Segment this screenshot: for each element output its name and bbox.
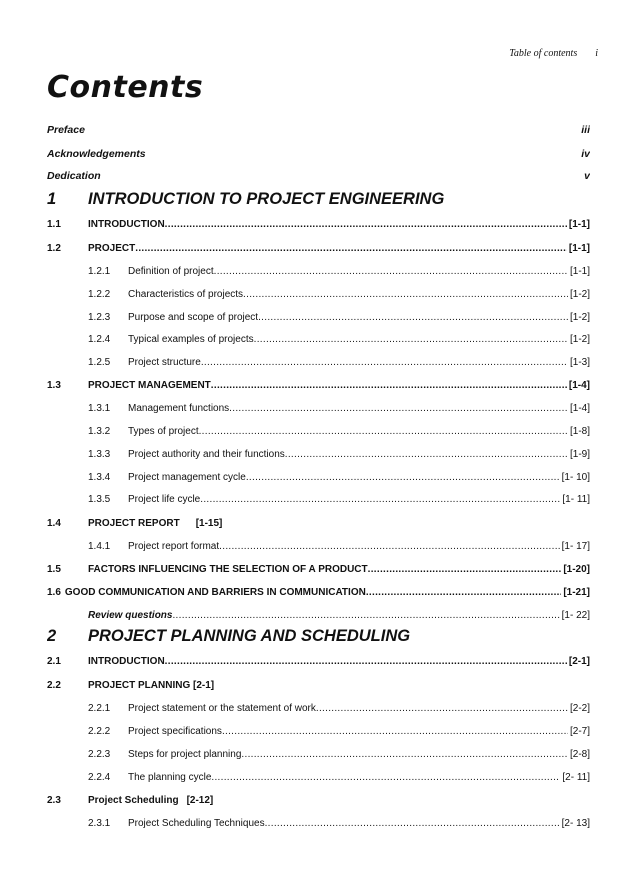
entry-number: 2.1 xyxy=(47,656,61,667)
chapter-number: 2 xyxy=(47,627,57,645)
toc-entry-2-3[interactable] xyxy=(47,795,590,806)
toc-review-questions[interactable] xyxy=(88,610,590,621)
toc-sub-1-3-2[interactable] xyxy=(88,426,590,437)
sub-page: [2- 13] xyxy=(561,818,590,829)
toc-sub-1-2-4[interactable] xyxy=(88,334,590,345)
toc-entry-1-2[interactable] xyxy=(47,243,590,254)
entry-page: [1-1] xyxy=(568,219,590,230)
sub-page: [1-2] xyxy=(569,334,590,345)
toc-front-dedication[interactable] xyxy=(47,170,590,182)
sub-label: Project life cycle xyxy=(128,494,201,505)
sub-number: 2.2.4 xyxy=(88,772,111,783)
sub-number: 2.2.1 xyxy=(88,703,111,714)
entry-page: [1-21] xyxy=(563,587,590,598)
entry-label: PROJECT xyxy=(88,243,136,254)
leader-dots xyxy=(222,726,568,737)
sub-number: 2.2.3 xyxy=(88,749,111,760)
leader-dots xyxy=(172,610,559,621)
sub-page: [2-2] xyxy=(569,703,590,714)
toc-chapter-1[interactable] xyxy=(47,190,590,209)
toc-page: iv xyxy=(581,148,590,160)
toc-sub-1-3-5[interactable] xyxy=(88,494,590,505)
leader-dots xyxy=(201,357,568,368)
sub-label: Project specifications xyxy=(128,726,222,737)
toc-sub-1-4-1[interactable] xyxy=(88,541,590,552)
toc-sub-1-2-1[interactable] xyxy=(88,266,590,277)
sub-number: 1.2.2 xyxy=(88,289,111,300)
toc-page: v xyxy=(584,170,590,182)
leader-dots xyxy=(285,449,568,460)
sub-label: Steps for project planning xyxy=(128,749,242,760)
sub-page: [2-8] xyxy=(569,749,590,760)
entry-number: 1.3 xyxy=(47,380,61,391)
toc-label: Acknowledgements xyxy=(47,148,146,160)
sub-number: 1.3.2 xyxy=(88,426,111,437)
leader-dots xyxy=(200,494,560,505)
sub-page: [1-9] xyxy=(569,449,590,460)
toc-sub-2-2-3[interactable] xyxy=(88,749,590,760)
sub-page: [1-3] xyxy=(569,357,590,368)
toc-sub-1-2-3[interactable] xyxy=(88,312,590,323)
toc-chapter-2[interactable] xyxy=(47,627,590,646)
entry-page: [1-15] xyxy=(195,518,223,529)
entry-label: PROJECT PLANNING [2-1] xyxy=(88,680,215,691)
leader-dots xyxy=(165,656,567,667)
toc-entry-1-3[interactable] xyxy=(47,380,590,391)
sub-number: 1.3.3 xyxy=(88,449,111,460)
sub-label: Purpose and scope of project xyxy=(128,312,259,323)
sub-label: Project structure xyxy=(128,357,201,368)
toc-sub-2-2-4[interactable] xyxy=(88,772,590,783)
leader-dots xyxy=(165,219,567,230)
toc-sub-2-2-1[interactable] xyxy=(88,703,590,714)
sub-number: 1.2.1 xyxy=(88,266,111,277)
chapter-number: 1 xyxy=(47,190,57,208)
leader-dots xyxy=(241,749,568,760)
sub-number: 1.2.4 xyxy=(88,334,111,345)
sub-label: Project statement or the statement of work xyxy=(128,703,316,714)
entry-number: 2.3 xyxy=(47,795,61,806)
entry-page: [1-1] xyxy=(568,243,590,254)
entry-label: PROJECT REPORT xyxy=(88,518,180,529)
chapter-title: PROJECT PLANNING AND SCHEDULING xyxy=(88,627,411,645)
leader-dots xyxy=(199,426,568,437)
leader-dots xyxy=(368,564,562,575)
leader-dots xyxy=(254,334,568,345)
sub-number: 2.3.1 xyxy=(88,818,111,829)
sub-page: [1-1] xyxy=(569,266,590,277)
sub-label: Project Scheduling Techniques xyxy=(128,818,265,829)
sub-label: Definition of project xyxy=(128,266,214,277)
entry-page: [1-20] xyxy=(563,564,590,575)
leader-dots xyxy=(211,772,560,783)
sub-number: 1.2.3 xyxy=(88,312,111,323)
toc-front-preface[interactable] xyxy=(47,124,590,136)
sub-label: Typical examples of projects xyxy=(128,334,254,345)
toc-sub-1-2-5[interactable] xyxy=(88,357,590,368)
sub-page: [1-2] xyxy=(569,289,590,300)
entry-page: [1- 22] xyxy=(561,610,590,621)
sub-page: [1- 17] xyxy=(561,541,590,552)
leader-dots xyxy=(243,289,568,300)
leader-dots xyxy=(214,266,568,277)
sub-label: Project management cycle xyxy=(128,472,246,483)
toc-entry-1-4[interactable] xyxy=(47,518,590,529)
toc-front-acknowledgements[interactable] xyxy=(47,148,590,160)
sub-label: Project authority and their functions xyxy=(128,449,285,460)
leader-dots xyxy=(246,472,560,483)
toc-sub-1-3-3[interactable] xyxy=(88,449,590,460)
toc-entry-1-1[interactable] xyxy=(47,219,590,230)
leader-dots xyxy=(258,312,568,323)
toc-entry-1-5[interactable] xyxy=(47,564,590,575)
sub-label: Project report format xyxy=(128,541,220,552)
entry-number: 1.1 xyxy=(47,219,61,230)
sub-label: Types of project xyxy=(128,426,199,437)
entry-number: 1.2 xyxy=(47,243,61,254)
entry-label: INTRODUCTION xyxy=(88,656,165,667)
sub-number: 1.4.1 xyxy=(88,541,111,552)
entry-label: GOOD COMMUNICATION AND BARRIERS IN COMMUNICATION xyxy=(64,587,366,598)
entry-page: [1-4] xyxy=(568,380,590,391)
entry-number: 2.2 xyxy=(47,680,61,691)
leader-dots xyxy=(135,243,567,254)
entry-page: [2-12] xyxy=(186,795,214,806)
sub-page: [1- 10] xyxy=(561,472,590,483)
toc-sub-1-3-1[interactable] xyxy=(88,403,590,414)
entry-label: PROJECT MANAGEMENT xyxy=(88,380,211,391)
toc-sub-2-2-2[interactable] xyxy=(88,726,590,737)
entry-label: Review questions xyxy=(88,610,173,621)
sub-page: [1-4] xyxy=(569,403,590,414)
sub-page: [1- 11] xyxy=(562,494,590,505)
leader-dots xyxy=(219,541,559,552)
running-header xyxy=(509,48,598,59)
sub-number: 2.2.2 xyxy=(88,726,111,737)
sub-number: 1.3.1 xyxy=(88,403,111,414)
header-page-number: i xyxy=(595,48,598,59)
page-title: Contents xyxy=(47,70,204,105)
sub-page: [1-8] xyxy=(569,426,590,437)
leader-dots xyxy=(211,380,567,391)
sub-number: 1.3.4 xyxy=(88,472,111,483)
sub-label: The planning cycle xyxy=(128,772,212,783)
entry-number: 1.5 xyxy=(47,564,61,575)
entry-page: [2-1] xyxy=(568,656,590,667)
entry-label: Project Scheduling xyxy=(88,795,179,806)
chapter-title: INTRODUCTION TO PROJECT ENGINEERING xyxy=(88,190,445,208)
toc-sub-1-3-4[interactable] xyxy=(88,472,590,483)
entry-label: INTRODUCTION xyxy=(88,219,165,230)
toc-label: Dedication xyxy=(47,170,101,182)
sub-number: 1.2.5 xyxy=(88,357,111,368)
sub-label: Characteristics of projects xyxy=(128,289,244,300)
sub-number: 1.3.5 xyxy=(88,494,111,505)
toc-sub-2-3-1[interactable] xyxy=(88,818,590,829)
running-title: Table of contents xyxy=(509,48,578,59)
sub-page: [2- 11] xyxy=(562,772,590,783)
leader-dots xyxy=(366,587,561,598)
leader-dots xyxy=(229,403,568,414)
entry-label: FACTORS INFLUENCING THE SELECTION OF A PRODUCT xyxy=(88,564,368,575)
toc-entry-2-2[interactable] xyxy=(47,680,590,691)
entry-number: 1.4 xyxy=(47,518,61,529)
toc-sub-1-2-2[interactable] xyxy=(88,289,590,300)
toc-entry-1-6[interactable] xyxy=(47,587,590,598)
toc-page: iii xyxy=(581,124,590,136)
leader-dots xyxy=(316,703,568,714)
toc-entry-2-1[interactable] xyxy=(47,656,590,667)
sub-page: [2-7] xyxy=(569,726,590,737)
sub-label: Management functions xyxy=(128,403,230,414)
toc-label: Preface xyxy=(47,124,85,136)
sub-page: [1-2] xyxy=(569,312,590,323)
leader-dots xyxy=(265,818,560,829)
entry-number: 1.6 xyxy=(47,587,61,598)
